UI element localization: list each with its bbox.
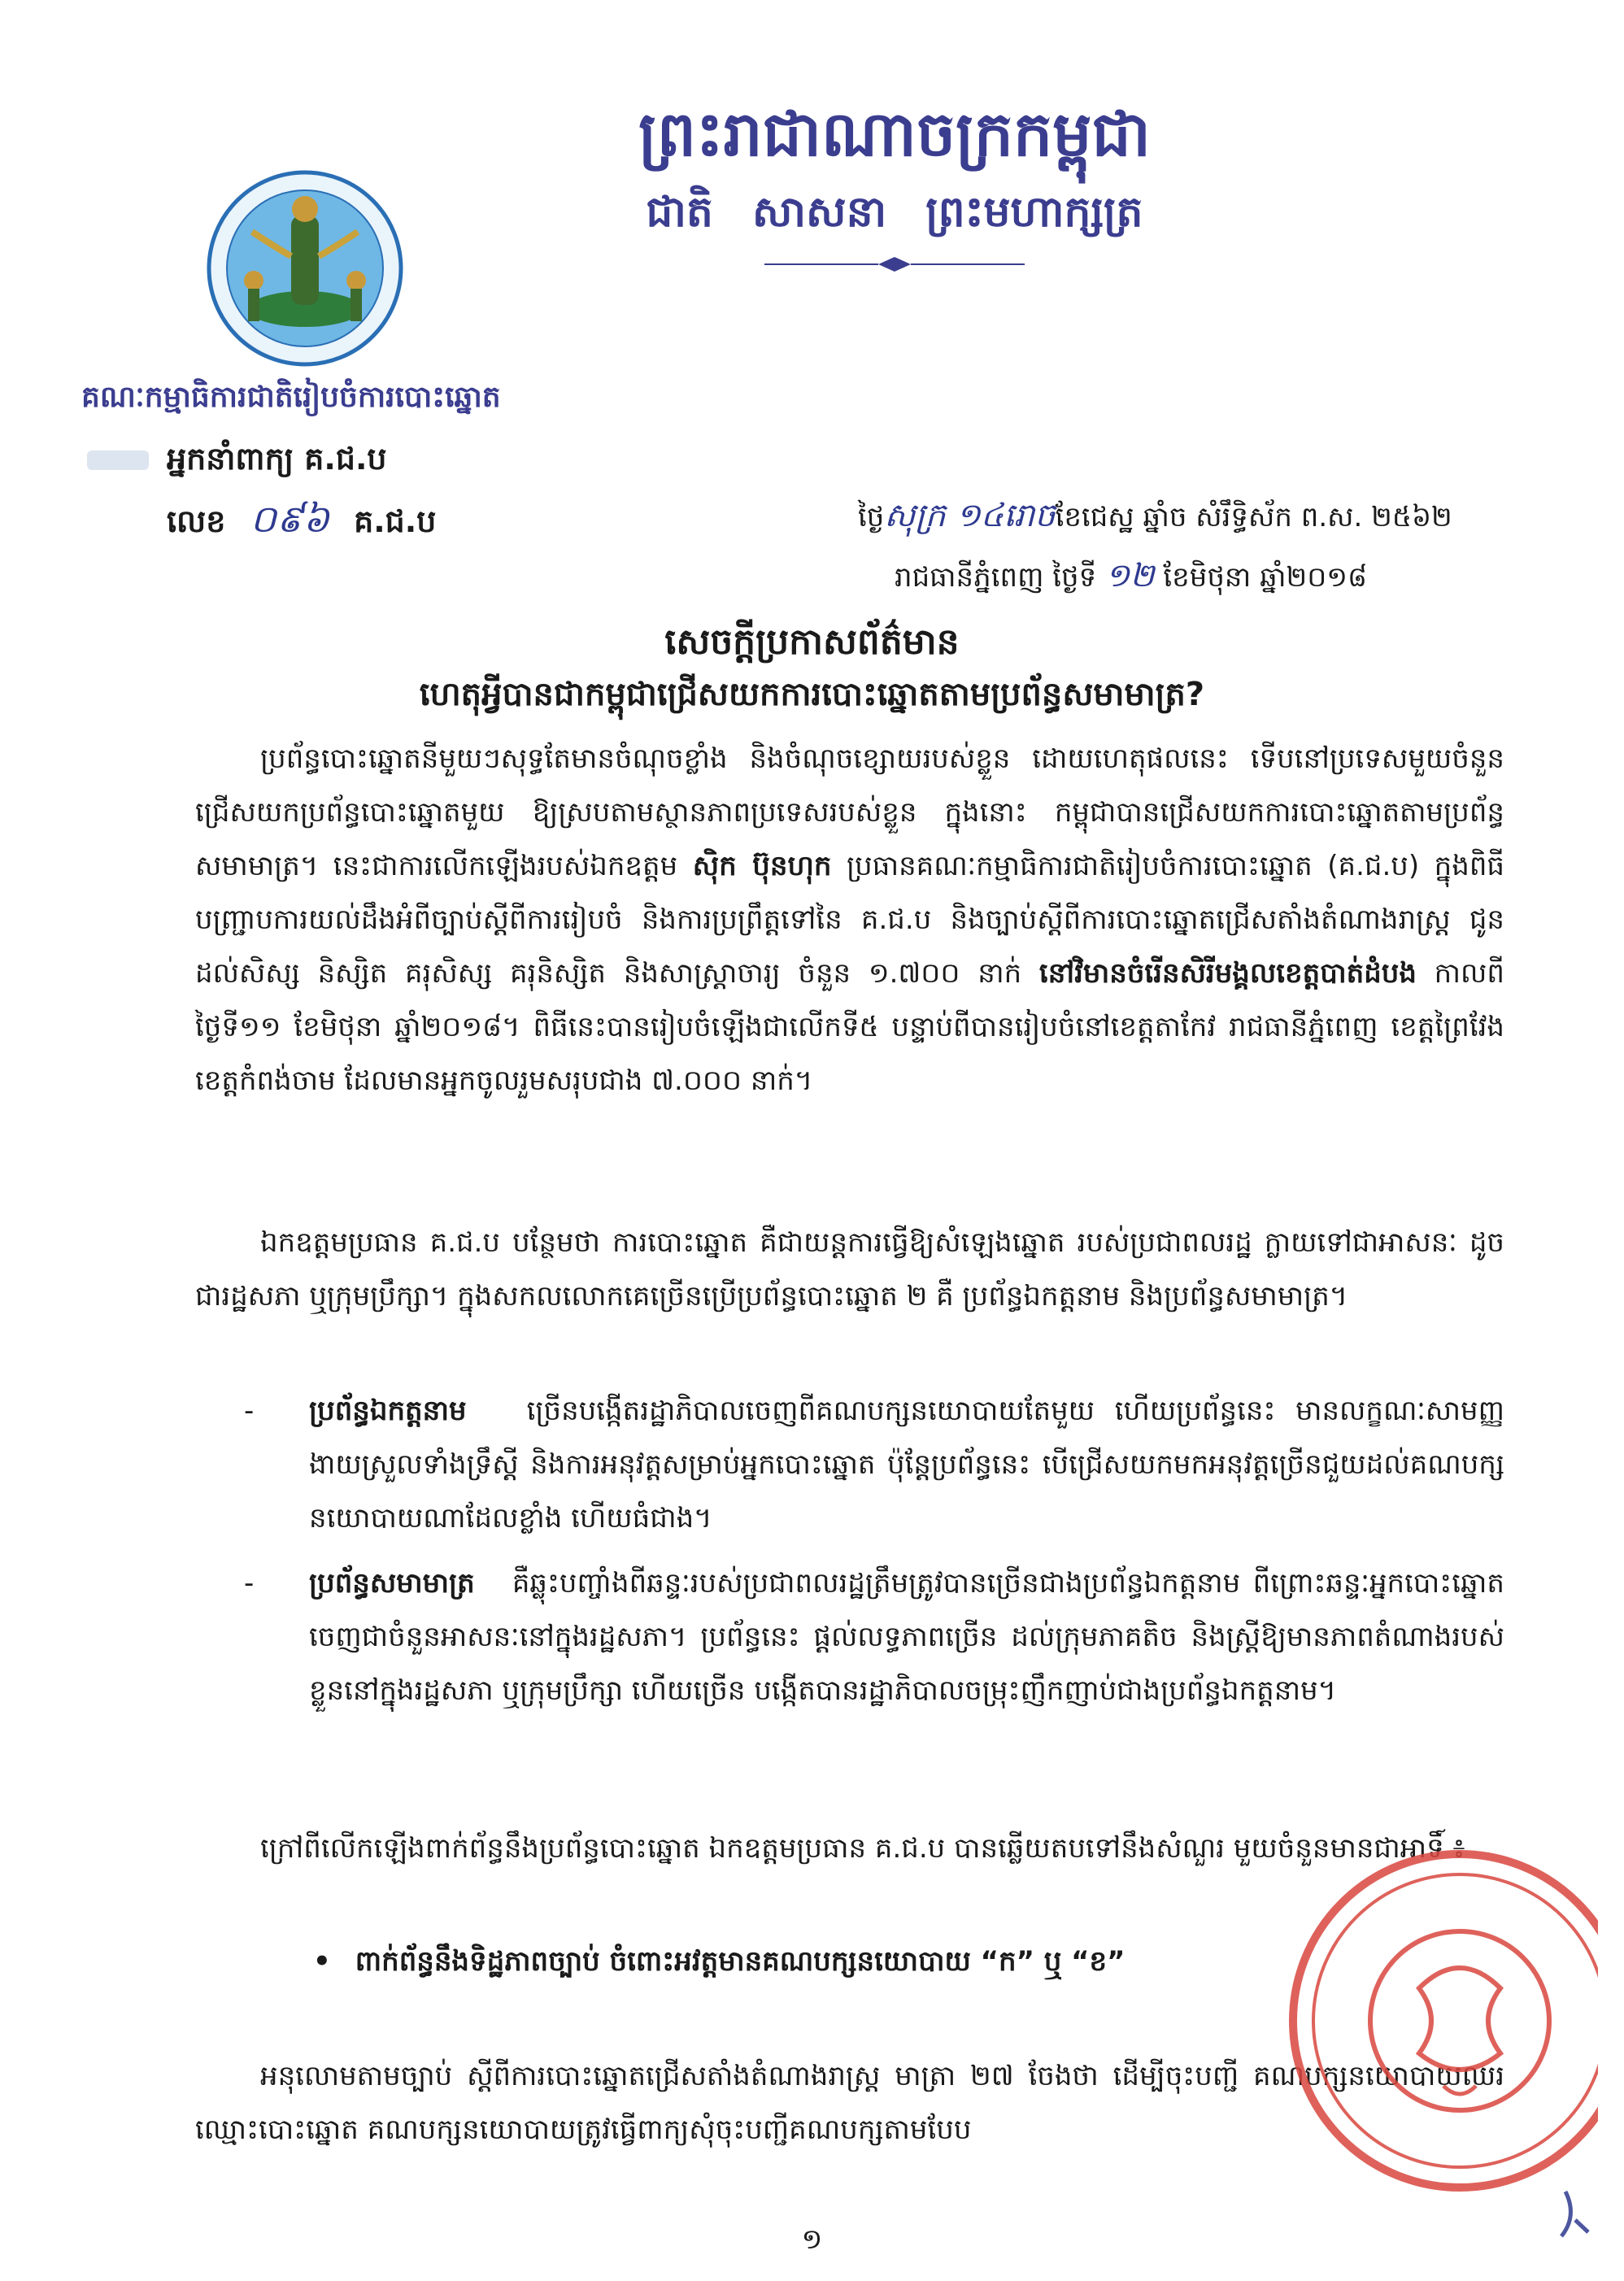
organization-name: គណៈកម្មាធិការជាតិរៀបចំការបោះឆ្នោត xyxy=(81,380,501,414)
bullet-item xyxy=(313,1944,1125,1984)
press-release-title: សេចក្តីប្រកាសព័ត៌មាន xyxy=(664,621,960,663)
kingdom-heading: ព្រះរាជាណាចក្រកម្ពុជា xyxy=(638,98,1151,170)
spokesperson-label: អ្នកនាំពាក្យ គ.ជ.ប xyxy=(167,441,387,477)
president-name: ស៊ិក ប៊ុនហុក xyxy=(692,850,832,882)
p1-text-a: ប្រព័ន្ធបោះឆ្នោតនីមួយៗសុទ្ធតែមានចំណុចខ្លាំង និងចំណុចខ្សោយរបស់ខ្លួន ដោយហេតុផលនេះ ទើបនៅប្រទេសមួយចំនួនជ្រើសយកប្រព័ន្ធបោះឆ្នោតមួយ ឱ្យស្របតាមស្ថានភាពប្រទេសរបស់ខ្លួន ក្នុងនោះ កម្ពុជាបានជ្រើសយកការបោះឆ្នោតតាមប្រព័ន្ធសមាមាត្រ។ នេះជាការលើកឡើងរបស់ឯកឧត្តម xyxy=(195,742,1504,882)
venue-name: នៅវិមានចំរើនសិរីមង្គលខេត្តបាត់ដំបង xyxy=(1038,957,1417,990)
system-list xyxy=(244,1384,1504,1729)
reference-number xyxy=(167,496,436,551)
list-item: - ប្រព័ន្ធឯកត្តនាម ច្រើនបង្កើតរដ្ឋាភិបាលចេញពីគណបក្សនយោបាយតែមួយ ហើយប្រព័ន្ធនេះ មានលក្ខណៈសាមញ្ញ ងាយស្រួលទាំងទ្រឹស្តី និងការអនុវត្តសម្រាប់អ្នកបោះឆ្នោត ប៉ុន្តែប្រព័ន្ធនេះ បើជ្រើសយកមកអនុវត្តច្រើនជួយដល់គណបក្សនយោបាយណាដែលខ្លាំង ហើយធំជាង។ xyxy=(244,1395,1504,1534)
stamp-smudge xyxy=(85,446,150,475)
p1-text-c: កាលពីថ្ងៃទី១១ ខែមិថុនា ឆ្នាំ២០១៨។ ពិធីនេះបានរៀបចំឡើងជាលើកទី៥ បន្ទាប់ពីបានរៀបចំនៅខេត្តតាកែវ រាជធានីភ្នំពេញ ខេត្តព្រៃវែង ខេត្តកំពង់ចាម ដែលមានអ្នកចូលរួមសរុបជាង ៧.០០០ នាក់។ xyxy=(195,957,1504,1097)
term-majoritarian: ប្រព័ន្ធឯកត្តនាម xyxy=(309,1395,467,1427)
majoritarian-text: ច្រើនបង្កើតរដ្ឋាភិបាលចេញពីគណបក្សនយោបាយតែមួយ ហើយប្រព័ន្ធនេះ មានលក្ខណៈសាមញ្ញ ងាយស្រួលទាំងទ្រឹស្តី និងការអនុវត្តសម្រាប់អ្នកបោះឆ្នោត ប៉ុន្តែប្រព័ន្ធនេះ បើជ្រើសយកមកអនុវត្តច្រើនជួយដល់គណបក្សនយោបាយណាដែលខ្លាំង ហើយធំជាង។ xyxy=(309,1395,1504,1534)
solar-date xyxy=(895,555,1367,603)
lunar-rest: ខែជេស្ឋ ឆ្នាំច សំរឹទ្ធិស័ក ព.ស. ២៥៦២ xyxy=(1055,501,1452,533)
solar-day: ១២ xyxy=(1105,557,1155,594)
lunar-date xyxy=(858,494,1452,542)
press-release-subtitle: ហេតុអ្វីបានជាកម្ពុជាជ្រើសយកការបោះឆ្នោតតាមប្រព័ន្ធសមាមាត្រ? xyxy=(419,676,1205,713)
solar-rest: ខែមិថុនា ឆ្នាំ២០១៨ xyxy=(1163,561,1368,594)
ornament-divider xyxy=(756,252,1033,276)
lunar-handwritten: សុក្រ ១៤រោច xyxy=(884,497,1056,534)
paragraph-3: ក្រៅពីលើកឡើងពាក់ព័ន្ធនឹងប្រព័ន្ធបោះឆ្នោត ឯកឧត្តមប្រធាន គ.ជ.ប បានឆ្លើយតបទៅនឹងសំណួរ មួយចំនួនមានជាអាទិ៍ ៖ xyxy=(260,1832,1465,1865)
reference-value: ០៩៦ xyxy=(250,497,330,541)
national-motto: ជាតិ សាសនា ព្រះមហាក្សត្រ xyxy=(646,187,1143,237)
term-proportional: ប្រព័ន្ធសមាមាត្រ xyxy=(309,1567,475,1600)
official-seal xyxy=(1256,1809,1598,2281)
paragraph-2: ឯកឧត្តមប្រធាន គ.ជ.ប បន្ថែមថា ការបោះឆ្នោត គឺជាយន្តការធ្វើឱ្យសំឡេងឆ្នោត របស់ប្រជាពលរដ្ឋ ក្លាយទៅជាអាសនៈ ដូចជារដ្ឋសភា ឬក្រុមប្រឹក្សា។ ក្នុងសកលលោកគេច្រើនប្រើប្រព័ន្ធបោះឆ្នោត ២ គឺ ប្រព័ន្ធឯកត្តនាម និងប្រព័ន្ធសមាមាត្រ។ xyxy=(195,1226,1504,1312)
solar-prefix: រាជធានីភ្នំពេញ ថ្ងៃទី xyxy=(895,561,1097,594)
list-item: - ប្រព័ន្ធសមាមាត្រ គឺឆ្លុះបញ្ចាំងពីឆន្ទៈរបស់ប្រជាពលរដ្ឋត្រឹមត្រូវបានច្រើនជាងប្រព័ន្ធឯកត្តនាម ពីព្រោះឆន្ទៈអ្នកបោះឆ្នោតចេញជាចំនួនអាសនៈនៅក្នុងរដ្ឋសភា។ ប្រព័ន្ធនេះ ផ្តល់លទ្ធភាពច្រើន ដល់ក្រុមភាគតិច និងស្ត្រីឱ្យមានភាពតំណាងរបស់ខ្លួននៅក្នុងរដ្ឋសភា ឬក្រុមប្រឹក្សា ហើយច្រើន បង្កើតបានរដ្ឋាភិបាលចម្រុះញឹកញាប់ជាងប្រព័ន្ធឯកត្តនាម។ xyxy=(244,1567,1504,1707)
lunar-prefix: ថ្ងៃ xyxy=(858,501,885,533)
nec-logo xyxy=(203,167,407,370)
paragraph-4: អនុលោមតាមច្បាប់ ស្តីពីការបោះឆ្នោតជ្រើសតាំងតំណាងរាស្ត្រ មាត្រា ២៧ ចែងថា ដើម្បីចុះបញ្ជី គណបក្សនយោបាយឈរឈ្មោះបោះឆ្នោត គណបក្សនយោបាយត្រូវធ្វើពាក្យសុំចុះបញ្ជីគណបក្សតាមបែប xyxy=(195,2060,1504,2146)
page-number: ១ xyxy=(801,2223,823,2256)
paragraph-1 xyxy=(195,732,1504,1108)
bullet-dot-icon: • xyxy=(313,1945,331,1978)
bullet-item-text: ពាក់ព័ន្ធនឹងទិដ្ឋភាពច្បាប់ ចំពោះអវត្តមានគណបក្សនយោបាយ “ក” ឬ “ខ” xyxy=(355,1945,1125,1978)
p1-text-b: ប្រធានគណៈកម្មាធិការជាតិរៀបចំការបោះឆ្នោត (គ.ជ.ប) ក្នុងពិធីបញ្ជ្រាបការយល់ដឹងអំពីច្បាប់ស្តីពីការរៀបចំ និងការប្រព្រឹត្តទៅនៃ គ.ជ.ប និងច្បាប់ស្តីពីការបោះឆ្នោតជ្រើសតាំងតំណាងរាស្ត្រ ជូនដល់សិស្ស និស្សិត គរុសិស្ស គរុនិស្សិត និងសាស្ត្រាចារ្យ ចំនួន ១.៧០០ នាក់ xyxy=(195,850,1505,990)
reference-suffix: គ.ជ.ប xyxy=(354,503,437,539)
reference-label: លេខ xyxy=(167,503,226,539)
proportional-text: គឺឆ្លុះបញ្ចាំងពីឆន្ទៈរបស់ប្រជាពលរដ្ឋត្រឹមត្រូវបានច្រើនជាងប្រព័ន្ធឯកត្តនាម ពីព្រោះឆន្ទៈអ្នកបោះឆ្នោតចេញជាចំនួនអាសនៈនៅក្នុងរដ្ឋសភា។ ប្រព័ន្ធនេះ ផ្តល់លទ្ធភាពច្រើន ដល់ក្រុមភាគតិច និងស្ត្រីឱ្យមានភាពតំណាងរបស់ខ្លួននៅក្នុងរដ្ឋសភា ឬក្រុមប្រឹក្សា ហើយច្រើន បង្កើតបានរដ្ឋាភិបាលចម្រុះញឹកញាប់ជាងប្រព័ន្ធឯកត្តនាម។ xyxy=(309,1567,1504,1707)
